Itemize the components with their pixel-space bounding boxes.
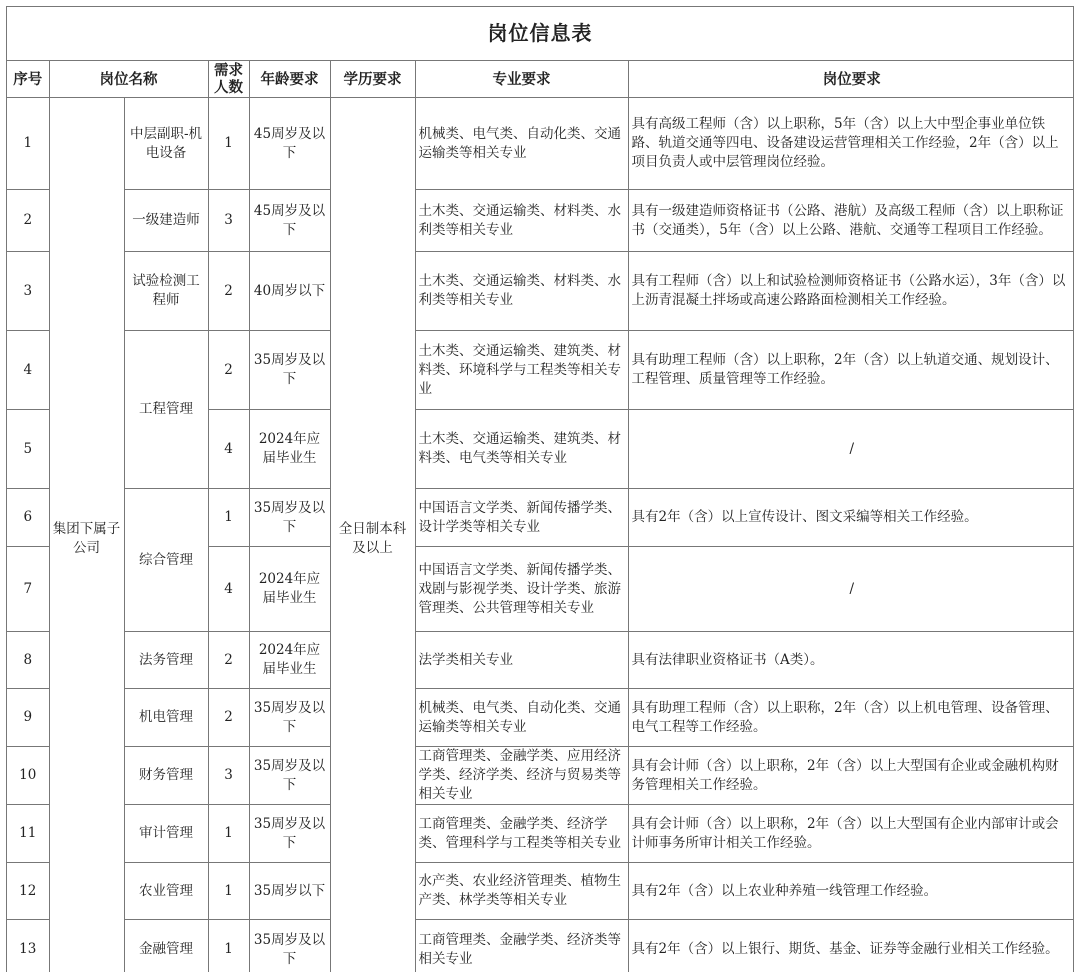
table-row [7, 331, 1074, 410]
row-requirement: 具有工程师（含）以上和试验检测师资格证书（公路水运），3年（含）以上沥青混凝土拌场或高速公路路面检测相关工作经验。 [628, 252, 1074, 331]
table-row [7, 689, 1074, 747]
table-row [7, 489, 1074, 547]
row-age: 35周岁及以下 [249, 489, 330, 547]
row-major: 法学类相关专业 [415, 632, 628, 689]
row-seq: 1 [7, 98, 49, 190]
row-age: 35周岁及以下 [249, 920, 330, 972]
row-seq: 10 [7, 747, 49, 805]
row-major: 工商管理类、金融学类、经济学类、管理科学与工程类等相关专业 [415, 805, 628, 863]
row-position: 工程管理 [124, 331, 208, 489]
header-age: 年龄要求 [249, 61, 330, 98]
table-row [7, 747, 1074, 805]
row-requirement: 具有高级工程师（含）以上职称，5年（含）以上大中型企事业单位铁路、轨道交通等四电、设备建设运营管理相关工作经验，2年（含）以上项目负责人或中层管理岗位经验。 [628, 98, 1074, 190]
row-position: 一级建造师 [124, 190, 208, 252]
table-row [7, 920, 1074, 972]
row-major: 机械类、电气类、自动化类、交通运输类等相关专业 [415, 98, 628, 190]
row-requirement: / [628, 547, 1074, 632]
row-age: 35周岁及以下 [249, 805, 330, 863]
header-row [7, 61, 1074, 98]
row-position: 综合管理 [124, 489, 208, 632]
row-major: 工商管理类、金融学类、应用经济学类、经济学类、经济与贸易类等相关专业 [415, 747, 628, 805]
row-count: 1 [208, 489, 249, 547]
row-age: 2024年应届毕业生 [249, 547, 330, 632]
row-seq: 11 [7, 805, 49, 863]
row-major: 土木类、交通运输类、材料类、水利类等相关专业 [415, 252, 628, 331]
row-requirement: 具有助理工程师（含）以上职称，2年（含）以上机电管理、设备管理、电气工程等工作经验。 [628, 689, 1074, 747]
row-major: 工商管理类、金融学类、经济类等相关专业 [415, 920, 628, 972]
row-count: 1 [208, 863, 249, 920]
table-row [7, 805, 1074, 863]
row-count: 2 [208, 689, 249, 747]
row-requirement: 具有助理工程师（含）以上职称，2年（含）以上轨道交通、规划设计、工程管理、质量管理等工作经验。 [628, 331, 1074, 410]
row-age: 45周岁及以下 [249, 98, 330, 190]
header-position: 岗位名称 [49, 61, 208, 98]
row-seq: 5 [7, 410, 49, 489]
row-count: 2 [208, 331, 249, 410]
row-position: 机电管理 [124, 689, 208, 747]
table-row [7, 252, 1074, 331]
row-seq: 13 [7, 920, 49, 972]
row-count: 2 [208, 632, 249, 689]
row-age: 35周岁及以下 [249, 747, 330, 805]
education-cell: 全日制本科及以上 [330, 98, 415, 972]
row-major: 中国语言文学类、新闻传播学类、设计学类等相关专业 [415, 489, 628, 547]
header-major: 专业要求 [415, 61, 628, 98]
row-major: 土木类、交通运输类、材料类、水利类等相关专业 [415, 190, 628, 252]
row-age: 45周岁及以下 [249, 190, 330, 252]
row-age: 35周岁及以下 [249, 689, 330, 747]
table-title: 岗位信息表 [7, 7, 1073, 61]
row-age: 40周岁以下 [249, 252, 330, 331]
row-seq: 2 [7, 190, 49, 252]
row-count: 4 [208, 547, 249, 632]
row-requirement: 具有会计师（含）以上职称，2年（含）以上大型国有企业内部审计或会计师事务所审计相关工作经验。 [628, 805, 1074, 863]
row-age: 2024年应届毕业生 [249, 410, 330, 489]
table-row [7, 190, 1074, 252]
row-seq: 4 [7, 331, 49, 410]
row-major: 土木类、交通运输类、建筑类、材料类、环境科学与工程类等相关专业 [415, 331, 628, 410]
row-requirement: 具有法律职业资格证书（A类）。 [628, 632, 1074, 689]
row-position: 财务管理 [124, 747, 208, 805]
job-table [7, 61, 1074, 972]
row-major: 土木类、交通运输类、建筑类、材料类、电气类等相关专业 [415, 410, 628, 489]
row-seq: 9 [7, 689, 49, 747]
row-age: 35周岁以下 [249, 863, 330, 920]
row-count: 2 [208, 252, 249, 331]
header-requirement: 岗位要求 [628, 61, 1074, 98]
row-requirement: 具有2年（含）以上宣传设计、图文采编等相关工作经验。 [628, 489, 1074, 547]
row-position: 农业管理 [124, 863, 208, 920]
row-requirement: 具有2年（含）以上农业种养殖一线管理工作经验。 [628, 863, 1074, 920]
row-position: 金融管理 [124, 920, 208, 972]
row-seq: 8 [7, 632, 49, 689]
row-requirement: / [628, 410, 1074, 489]
table-row [7, 863, 1074, 920]
row-requirement: 具有一级建造师资格证书（公路、港航）及高级工程师（含）以上职称证书（交通类），5年（含）以上公路、港航、交通等工程项目工作经验。 [628, 190, 1074, 252]
header-count: 需求人数 [208, 61, 249, 98]
row-seq: 6 [7, 489, 49, 547]
row-age: 2024年应届毕业生 [249, 632, 330, 689]
row-seq: 3 [7, 252, 49, 331]
row-age: 35周岁及以下 [249, 331, 330, 410]
table-row [7, 632, 1074, 689]
row-major: 机械类、电气类、自动化类、交通运输类等相关专业 [415, 689, 628, 747]
row-position: 中层副职-机电设备 [124, 98, 208, 190]
header-seq: 序号 [7, 61, 49, 98]
row-requirement: 具有会计师（含）以上职称，2年（含）以上大型国有企业或金融机构财务管理相关工作经验。 [628, 747, 1074, 805]
row-requirement: 具有2年（含）以上银行、期货、基金、证券等金融行业相关工作经验。 [628, 920, 1074, 972]
unit-cell: 集团下属子公司 [49, 98, 124, 972]
row-seq: 7 [7, 547, 49, 632]
row-major: 中国语言文学类、新闻传播学类、戏剧与影视学类、设计学类、旅游管理类、公共管理等相关专业 [415, 547, 628, 632]
row-count: 4 [208, 410, 249, 489]
row-major: 水产类、农业经济管理类、植物生产类、林学类等相关专业 [415, 863, 628, 920]
row-position: 试验检测工程师 [124, 252, 208, 331]
table-row [7, 98, 1074, 190]
row-count: 1 [208, 98, 249, 190]
row-count: 1 [208, 920, 249, 972]
row-position: 审计管理 [124, 805, 208, 863]
row-seq: 12 [7, 863, 49, 920]
header-education: 学历要求 [330, 61, 415, 98]
row-count: 1 [208, 805, 249, 863]
job-info-sheet [6, 6, 1074, 972]
row-count: 3 [208, 190, 249, 252]
row-count: 3 [208, 747, 249, 805]
row-position: 法务管理 [124, 632, 208, 689]
